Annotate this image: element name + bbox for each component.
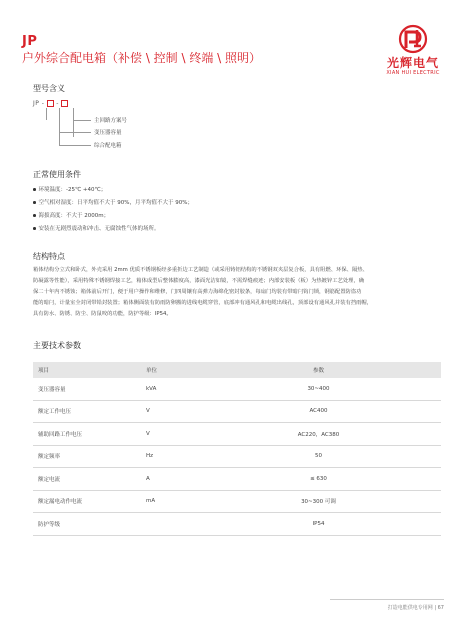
cell-value: IP54 xyxy=(196,513,441,536)
cell-unit xyxy=(146,513,196,536)
structure-paragraph: 箱体结构分立式和卧式，外壳采用 2mm 优质不锈钢板经多重折边工艺制造（或采用铸铝结构的不锈钢双夹层复合板，具有阻燃、环保、隔热、 防凝露等性能），采用特殊不锈钢焊接工艺，箱体成型后整体膨度高，漆面光洁如镜，不需焊缝痕迹；内部安装板（板）为热镀锌工艺处理，确 保二十年内不锈蚀；箱体前后开门，便于用户操作和维修，门四周镶有高弹力海绵化密封胶条，每扇门均装有带暗闩钩门锁，钢筋配置防盗功 能的暗闩，计量室全封闭带铅封装置；箱体侧面装有防雨防卵搬的进线电缆穿管，底部冲有通风孔和电缆出线孔，顶部设有通风孔并装有挡雨帽， 具有防水、防锈、防尘、防鼠咬的功能，防护等级：IP54。 xyxy=(33,267,373,317)
conditions-heading: 正常使用条件 xyxy=(33,170,81,179)
model-box-2 xyxy=(61,100,68,107)
cell-item: 辅助回路工作电压 xyxy=(33,423,146,446)
cell-unit: kVA xyxy=(146,378,196,400)
table-row xyxy=(33,400,441,423)
cell-unit: Hz xyxy=(146,445,196,468)
footer-divider xyxy=(330,599,444,600)
cell-item: 额定漏电动作电流 xyxy=(33,490,146,513)
cell-item: 变压器容量 xyxy=(33,378,146,400)
model-box-1 xyxy=(47,100,54,107)
product-code: JP xyxy=(22,34,38,49)
model-code-sep: - xyxy=(53,100,62,107)
model-heading: 型号含义 xyxy=(33,84,65,93)
cell-value: AC400 xyxy=(196,400,441,423)
table-row xyxy=(33,423,441,446)
condition-item: 环境温度：-25℃ +40℃； xyxy=(33,185,106,193)
table-row xyxy=(33,490,441,513)
company-logo xyxy=(378,24,448,86)
cell-value: AC220，AC380 xyxy=(196,423,441,446)
table-row xyxy=(33,378,441,400)
condition-item: 海拔高度：不大于 2000m； xyxy=(33,211,109,219)
brand-name-cn: 光辉电气 xyxy=(386,56,439,70)
table-header-row xyxy=(33,362,441,378)
cell-item: 防护等级 xyxy=(33,513,146,536)
model-legend-item: 综合配电箱 xyxy=(94,143,122,149)
model-code xyxy=(33,100,68,107)
cell-value: 50 xyxy=(196,445,441,468)
cell-value: ≤ 630 xyxy=(196,468,441,491)
column-header: 参数 xyxy=(196,362,441,378)
table-row xyxy=(33,468,441,491)
cell-value: 30~400 xyxy=(196,378,441,400)
model-legend-item: 变压器容量 xyxy=(94,130,122,136)
column-header: 单位 xyxy=(146,362,196,378)
cell-unit: A xyxy=(146,468,196,491)
params-heading: 主要技术参数 xyxy=(33,341,81,350)
structure-heading: 结构特点 xyxy=(33,252,65,261)
cell-unit: mA xyxy=(146,490,196,513)
params-table xyxy=(33,362,441,536)
cell-item: 额定电流 xyxy=(33,468,146,491)
cell-item: 额定工作电压 xyxy=(33,400,146,423)
page-footer: 打造电能供电专用网 | 67 xyxy=(387,605,444,611)
table-row xyxy=(33,445,441,468)
cell-value: 30~300 可调 xyxy=(196,490,441,513)
logo-mark-icon xyxy=(394,24,432,54)
brand-name-en: XIAN HUI ELECTRIC xyxy=(386,70,440,76)
table-row xyxy=(33,513,441,536)
cell-unit: V xyxy=(146,400,196,423)
model-legend-item: 主回路方案号 xyxy=(94,118,128,124)
cell-item: 额定频率 xyxy=(33,445,146,468)
column-header: 项目 xyxy=(33,362,146,378)
condition-item: 安装在无剧烈震动和冲击、无腐蚀性气体的场所。 xyxy=(33,224,160,232)
cell-unit: V xyxy=(146,423,196,446)
condition-item: 空气相对湿度：日平均值不大于 90%，月平均值不大于 90%； xyxy=(33,198,193,206)
model-code-prefix: JP - xyxy=(33,100,47,107)
product-title: 户外综合配电箱（补偿 \ 控制 \ 终端 \ 照明） xyxy=(22,51,262,65)
